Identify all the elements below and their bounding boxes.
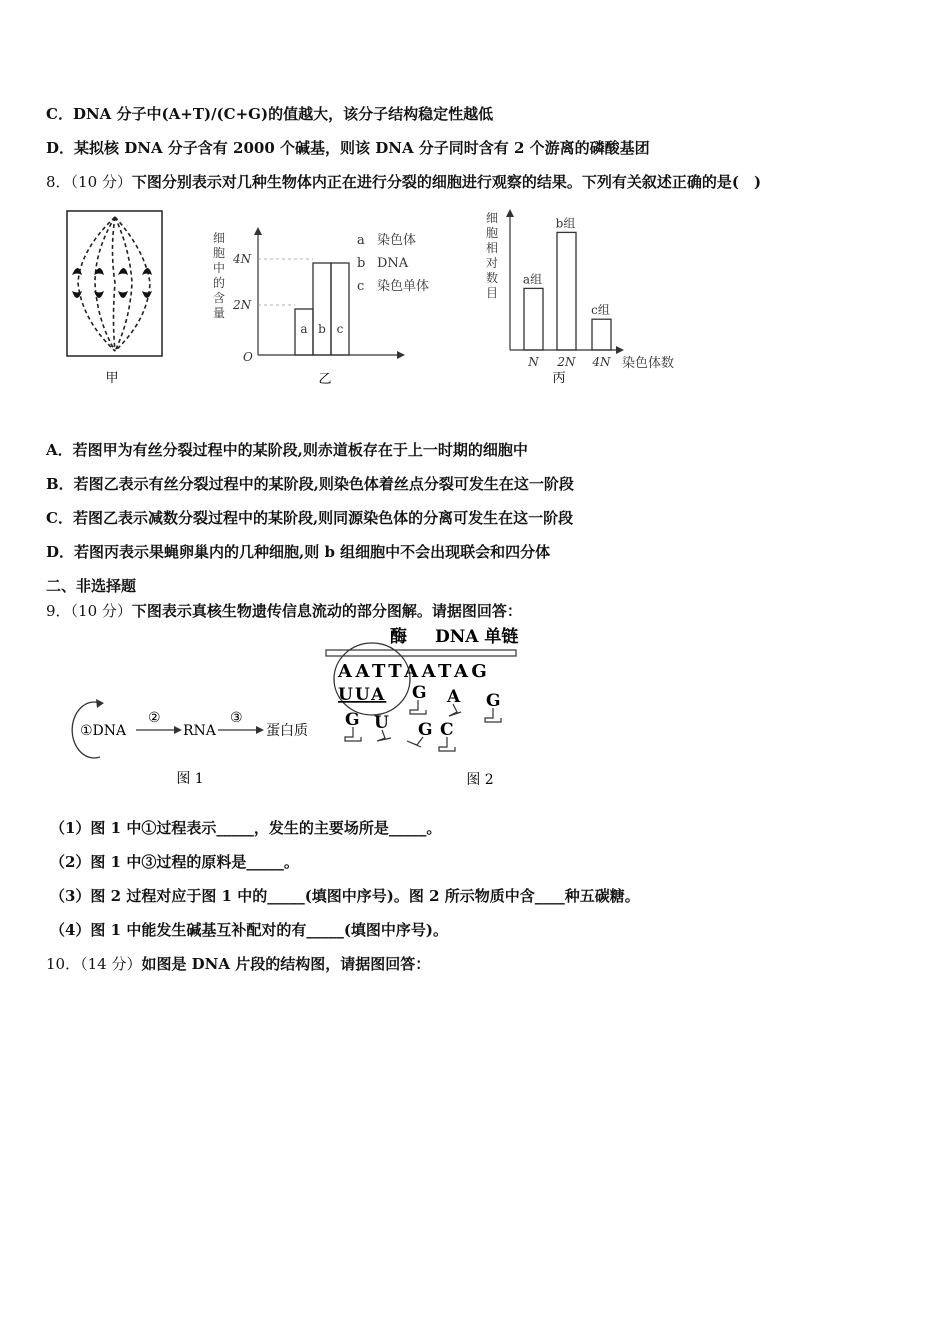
free-base-0: G <box>412 683 427 703</box>
bing-y-arrow <box>506 209 514 217</box>
figure-bing-caption: 丙 <box>552 371 566 386</box>
yi-origin: O <box>243 350 253 364</box>
section-heading: 二、非选择题 <box>46 577 137 595</box>
q9-sub3: （3）图 2 过程对应于图 1 中的_____(填图中序号)。图 2 所示物质中含____种五碳糖。 <box>50 887 640 905</box>
figure-2 <box>320 622 540 792</box>
bing-xtick-0: N <box>528 355 539 369</box>
bing-ylabel-2: 相 <box>486 241 499 255</box>
q10-stem: 如图是 DNA 片段的结构图，请据图回答： <box>141 955 431 973</box>
fig1-arrowhead-3 <box>256 726 264 734</box>
q8-option-b: B．若图乙表示有丝分裂过程中的某阶段,则染色体着丝点分裂可发生在这一阶段 <box>46 475 574 493</box>
figure-1-caption: 图 1 <box>176 771 204 787</box>
figure-1 <box>70 695 330 795</box>
figure-jia <box>60 205 170 390</box>
fig1-step3: ③ <box>230 710 243 726</box>
q9-stem: 下图表示真核生物遗传信息流动的部分图解。请据图回答： <box>131 602 522 620</box>
yi-ytick-4n: 4N <box>233 252 252 266</box>
yi-x-arrow <box>397 351 405 359</box>
fig1-arrowhead-2 <box>174 726 182 734</box>
fig1-step2: ② <box>148 710 161 726</box>
fig2-rna-bases: UUA <box>338 685 387 705</box>
q9-sub2: （2）图 1 中③过程的原料是_____。 <box>50 853 299 871</box>
yi-legend-label-a: 染色体 <box>377 233 417 248</box>
bing-ylabel-5: 目 <box>486 286 499 300</box>
fig2-enzyme: 酶 <box>390 627 407 647</box>
dna-strand <box>326 650 516 656</box>
bing-bar-1 <box>557 232 576 350</box>
q9-sub4: （4）图 1 中能发生碱基互补配对的有_____(填图中序号)。 <box>50 921 449 939</box>
bing-group-label-0: a组 <box>522 272 543 287</box>
yi-legend-label-b: DNA <box>377 256 409 271</box>
yi-legend <box>357 232 429 294</box>
bing-bars <box>523 216 611 369</box>
q8-number: 8． <box>46 173 71 191</box>
q9-stem-line <box>46 600 522 621</box>
yi-legend-key-b: b <box>357 256 366 271</box>
bing-group-label-2: c组 <box>591 303 610 318</box>
yi-bar-label-2: c <box>336 322 344 336</box>
bing-ylabel-3: 对 <box>486 256 499 270</box>
bing-xtick-1: 2N <box>557 355 576 369</box>
q8-option-c: C．若图乙表示减数分裂过程中的某阶段,则同源染色体的分离可发生在这一阶段 <box>46 509 574 527</box>
q8-option-a: A．若图甲为有丝分裂过程中的某阶段,则赤道板存在于上一时期的细胞中 <box>46 441 528 459</box>
figure-2-caption: 图 2 <box>466 772 494 788</box>
yi-y-arrow <box>254 227 262 235</box>
fig2-template-bases: AATTAATAG <box>338 661 491 682</box>
q9-sub1: （1）图 1 中①过程表示_____，发生的主要场所是_____。 <box>50 819 442 837</box>
bing-x-arrow <box>616 346 624 354</box>
yi-legend-label-c: 染色单体 <box>377 279 430 294</box>
free-base-5: G <box>418 720 433 740</box>
free-base-2: G <box>486 691 501 711</box>
bing-ylabel <box>486 211 498 300</box>
q8-option-d: D．若图丙表示果蝇卵巢内的几种细胞,则 b 组细胞中不会出现联会和四分体 <box>46 543 551 561</box>
yi-ylabel-0: 细 <box>213 231 226 245</box>
q8-stem: 下图分别表示对几种生物体内正在进行分裂的细胞进行观察的结果。下列有关叙述正确的是( ) <box>131 173 762 191</box>
yi-bar-label-1: b <box>318 322 326 336</box>
fig1-protein: 蛋白质 <box>266 723 308 739</box>
yi-ytick-2n: 2N <box>233 298 252 312</box>
yi-bar-1 <box>313 263 331 355</box>
figure-jia-caption: 甲 <box>105 371 119 386</box>
figure-bing <box>480 205 695 390</box>
bing-xlabel: 染色体数 <box>622 356 675 371</box>
fig1-dna: ①DNA <box>80 723 127 739</box>
figure-yi <box>205 225 445 395</box>
yi-ylabel-1: 胞 <box>213 246 226 260</box>
yi-bar-label-0: a <box>300 322 308 336</box>
bing-bar-0 <box>524 288 543 350</box>
bing-ylabel-0: 细 <box>486 211 499 225</box>
free-base-6: C <box>440 720 454 740</box>
q10-score: （14 分） <box>80 955 142 973</box>
bing-group-label-1: b组 <box>555 216 576 231</box>
free-base-1: A <box>447 687 461 707</box>
yi-bar-2 <box>331 263 349 355</box>
q8-stem-line <box>46 171 761 192</box>
q7-option-c: C．DNA 分子中(A+T)/(C+G)的值越大，该分子结构稳定性越低 <box>46 105 494 123</box>
q8-score: （10 分） <box>70 173 132 191</box>
bing-ylabel-1: 胞 <box>486 226 499 240</box>
q10-stem-line <box>46 953 430 974</box>
q7-option-d: D．某拟核 DNA 分子含有 2000 个碱基，则该 DNA 分子同时含有 2 个游离的磷酸基团 <box>46 139 650 157</box>
fig1-rna: RNA <box>183 723 216 739</box>
bing-xtick-2: 4N <box>592 355 611 369</box>
spindle-fibers <box>78 217 150 351</box>
bing-ylabel-4: 数 <box>486 271 499 285</box>
yi-ylabel-2: 中 <box>213 261 226 275</box>
yi-ylabel-3: 的 <box>213 276 226 290</box>
fig2-strand-label: DNA 单链 <box>435 627 519 647</box>
yi-ylabel-5: 量 <box>213 306 226 320</box>
replication-arrowhead <box>96 699 104 708</box>
yi-ylabel <box>213 231 225 320</box>
q9-number: 9． <box>46 602 71 620</box>
yi-legend-key-a: a <box>357 233 365 248</box>
chromosomes <box>72 268 152 298</box>
q9-score: （10 分） <box>70 602 132 620</box>
yi-legend-key-c: c <box>357 279 365 294</box>
free-base-4: U <box>374 713 389 733</box>
bing-bar-2 <box>592 319 611 350</box>
yi-ylabel-4: 含 <box>213 291 226 305</box>
yi-bars <box>258 259 349 355</box>
q10-number: 10． <box>46 955 81 973</box>
figure-yi-caption: 乙 <box>318 372 332 387</box>
free-base-3: G <box>345 710 360 730</box>
